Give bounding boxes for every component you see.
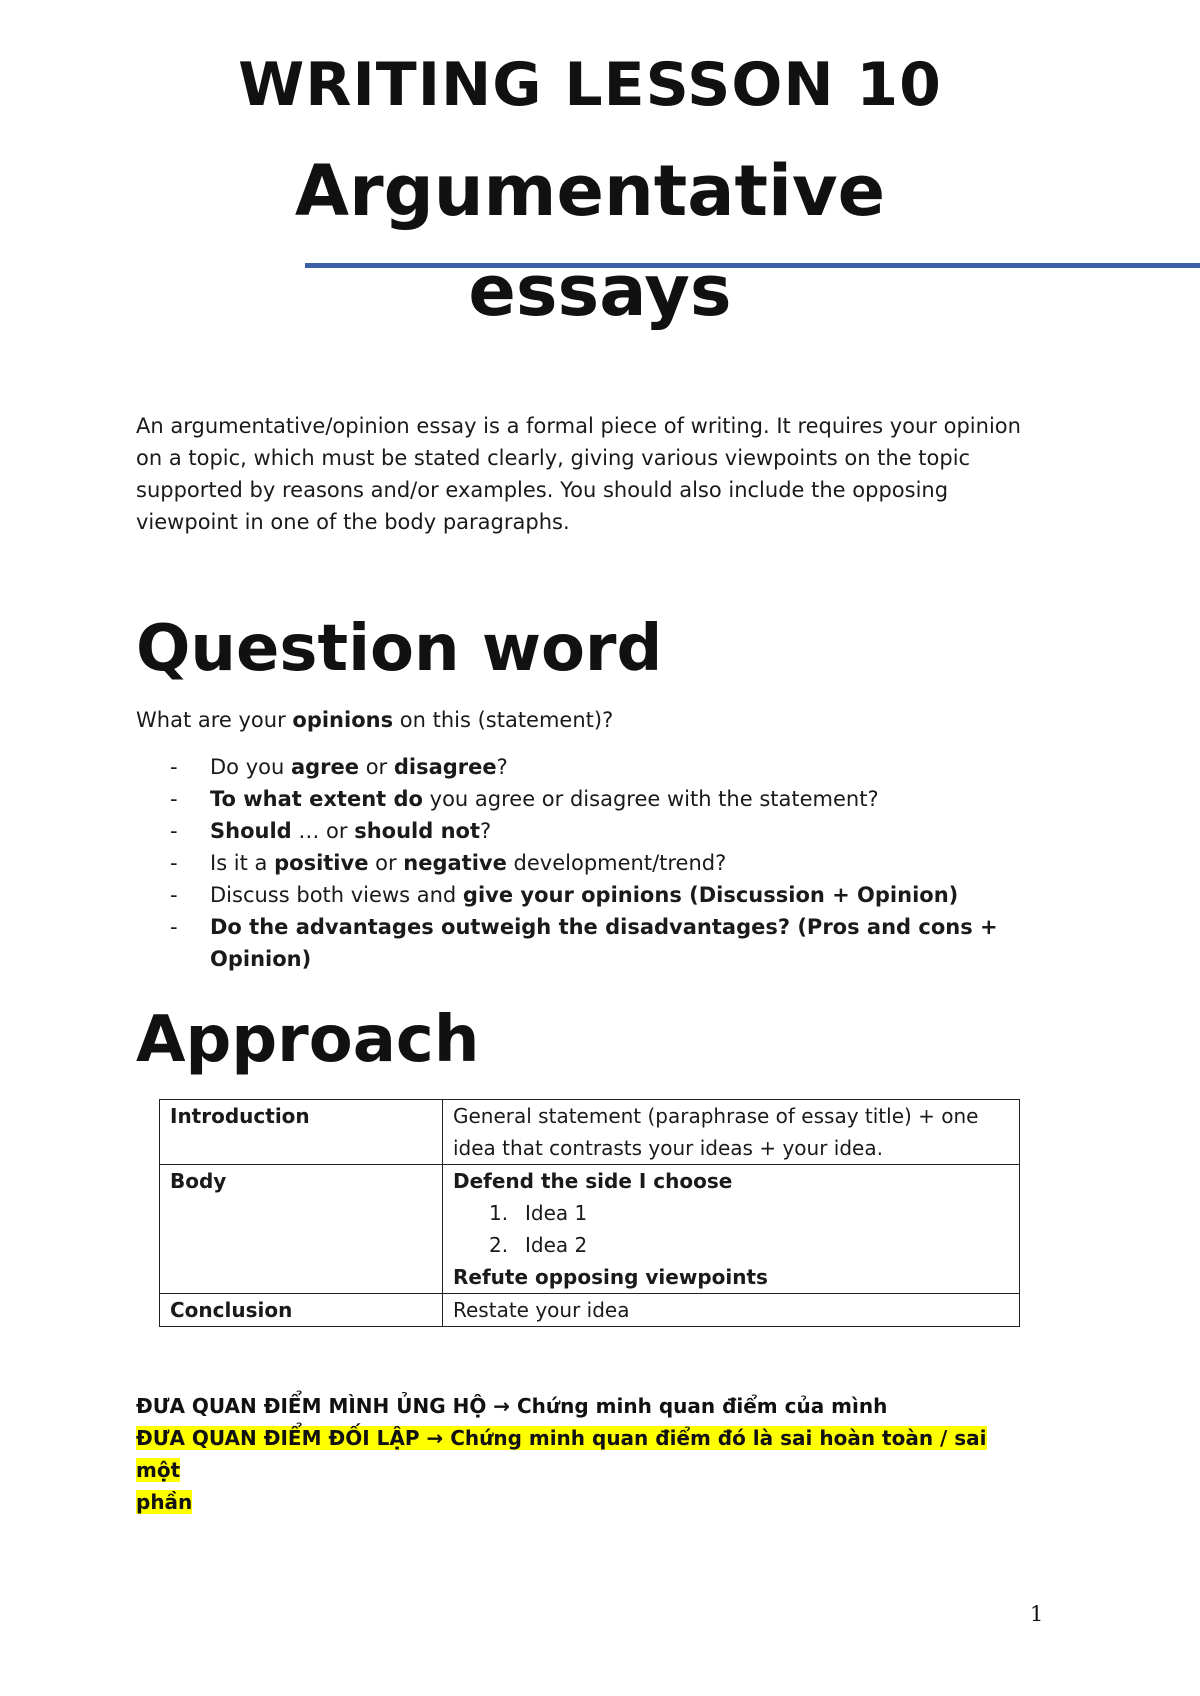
question-prompt bbox=[136, 708, 613, 732]
item-bold: Do the advantages outweigh the disadvantages? (Pros and cons + Opinion) bbox=[210, 915, 998, 971]
item-text: you agree or disagree with the statement? bbox=[422, 787, 879, 811]
section-heading-approach: Approach bbox=[136, 1003, 480, 1077]
item-bold: give your opinions (Discussion + Opinion) bbox=[462, 883, 959, 907]
item-text: ? bbox=[496, 755, 508, 779]
list-dash: - bbox=[170, 851, 178, 875]
prompt-text-end: on this (statement)? bbox=[393, 708, 614, 732]
highlighted-text: phần bbox=[136, 1490, 193, 1514]
list-dash: - bbox=[170, 883, 178, 907]
intro-paragraph: An argumentative/opinion essay is a formal piece of writing. It requires your opinion on a topic, which must be stated clearly, giving various viewpoints on the topic supported by reasons and/or examples. You should also include the opposing viewpoint in one of the body paragraphs. bbox=[136, 414, 1021, 534]
table-row bbox=[160, 1100, 1020, 1165]
document-title-line2: essays bbox=[468, 250, 732, 332]
list-item bbox=[170, 911, 1070, 975]
prompt-bold: opinions bbox=[292, 708, 394, 732]
table-row bbox=[160, 1165, 1020, 1294]
defend-text: Defend the side I choose bbox=[453, 1169, 733, 1193]
highlighted-text: ĐƯA QUAN ĐIỂM ĐỐI LẬP bbox=[136, 1426, 420, 1450]
item-text: or bbox=[359, 755, 394, 779]
item-text: … or bbox=[291, 819, 355, 843]
question-list bbox=[170, 751, 1070, 975]
item-text: Discuss both views and bbox=[210, 883, 463, 907]
item-text: Do you bbox=[210, 755, 291, 779]
list-dash: - bbox=[170, 915, 178, 939]
refute-text: Refute opposing viewpoints bbox=[453, 1265, 768, 1289]
list-item bbox=[170, 879, 1070, 911]
list-item bbox=[170, 751, 1070, 783]
item-bold: disagree bbox=[393, 755, 497, 779]
item-text: ? bbox=[480, 819, 492, 843]
approach-table bbox=[159, 1099, 1020, 1327]
prompt-text: What are your bbox=[136, 708, 293, 732]
vietnamese-note-oppose bbox=[136, 1422, 1036, 1518]
row-label-body: Body bbox=[160, 1165, 443, 1294]
lesson-title: WRITING LESSON 10 bbox=[238, 50, 942, 120]
idea-number: 2. bbox=[489, 1233, 509, 1257]
list-item bbox=[170, 783, 1070, 815]
ideas-list bbox=[453, 1197, 1009, 1261]
idea-text: Idea 1 bbox=[525, 1201, 588, 1225]
list-item bbox=[170, 847, 1070, 879]
idea-text: Idea 2 bbox=[525, 1233, 588, 1257]
section-heading-question-word: Question word bbox=[136, 612, 663, 686]
list-dash: - bbox=[170, 787, 178, 811]
list-item bbox=[453, 1197, 1009, 1229]
item-text: Is it a bbox=[210, 851, 275, 875]
body-defend bbox=[453, 1165, 1009, 1197]
item-bold: should not bbox=[354, 819, 480, 843]
vietnamese-note-support: ĐƯA QUAN ĐIỂM MÌNH ỦNG HỘ → Chứng minh quan điểm của mình bbox=[136, 1394, 888, 1418]
page-number: 1 bbox=[1030, 1602, 1044, 1626]
list-item bbox=[453, 1229, 1009, 1261]
item-bold: To what extent do bbox=[210, 787, 423, 811]
idea-number: 1. bbox=[489, 1201, 509, 1225]
item-bold: agree bbox=[290, 755, 360, 779]
row-label-conclusion: Conclusion bbox=[160, 1294, 443, 1327]
row-label-introduction: Introduction bbox=[160, 1100, 443, 1165]
item-bold: positive bbox=[274, 851, 369, 875]
row-content-conclusion: Restate your idea bbox=[443, 1294, 1020, 1327]
list-dash: - bbox=[170, 819, 178, 843]
item-bold: negative bbox=[403, 851, 507, 875]
row-content-body bbox=[443, 1165, 1020, 1294]
list-item bbox=[170, 815, 1070, 847]
document-title-line1: Argumentative bbox=[294, 150, 886, 232]
table-row bbox=[160, 1294, 1020, 1327]
item-text: development/trend? bbox=[506, 851, 727, 875]
row-content-introduction: General statement (paraphrase of essay title) + one idea that contrasts your ideas + your idea. bbox=[443, 1100, 1020, 1165]
highlighted-text: → Chứng minh quan điểm đó là sai hoàn toàn / sai một bbox=[136, 1426, 987, 1482]
item-bold: Should bbox=[210, 819, 292, 843]
list-dash: - bbox=[170, 755, 178, 779]
item-text: or bbox=[368, 851, 404, 875]
body-refute bbox=[453, 1261, 1009, 1293]
